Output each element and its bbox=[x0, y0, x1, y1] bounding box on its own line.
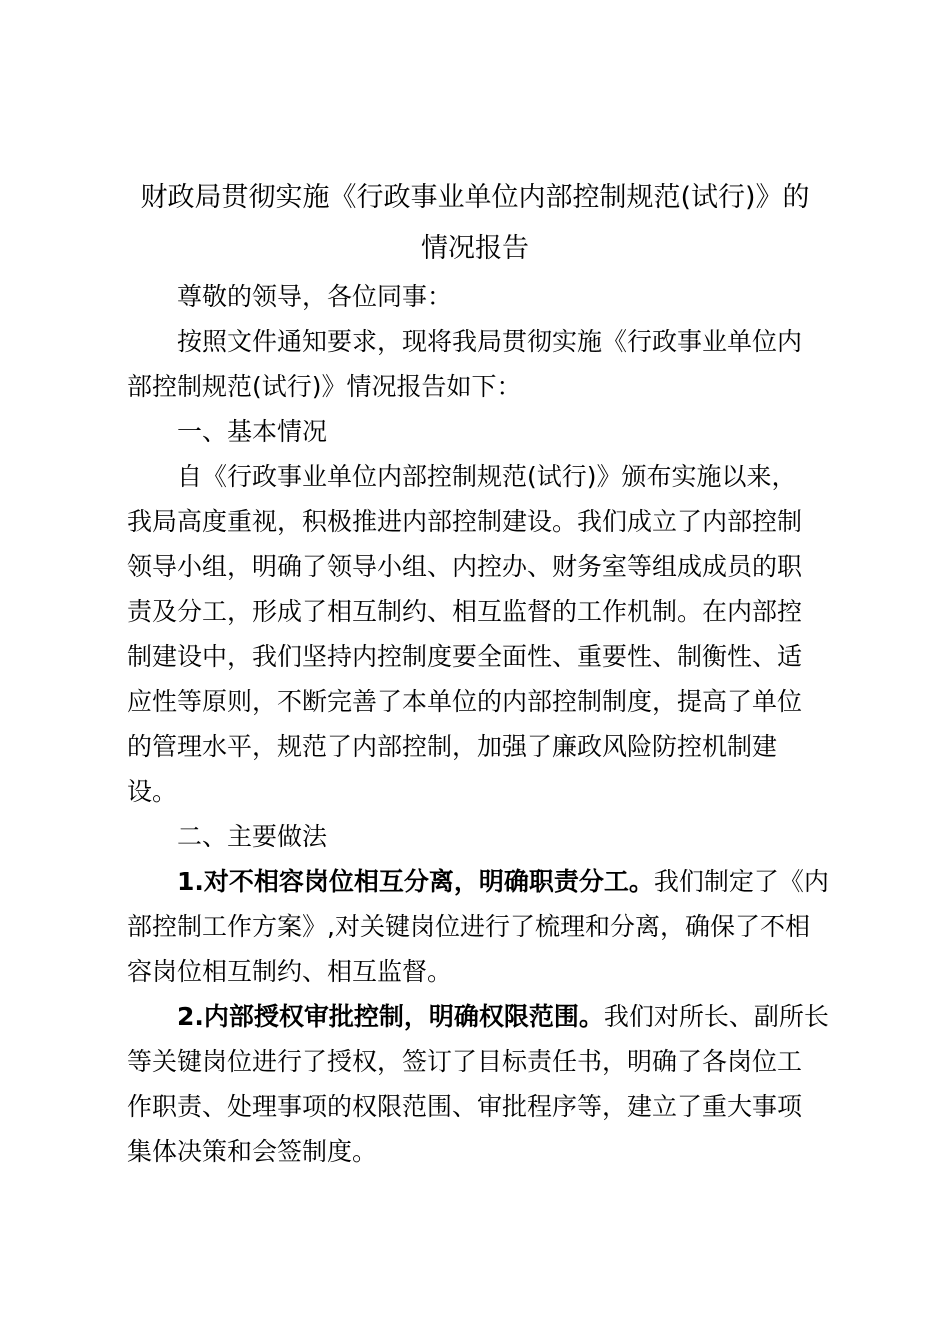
item-2-text: 我们对所长、副所长 bbox=[603, 1002, 829, 1031]
intro-line-2: 部控制规范(试行)》情况报告如下： bbox=[127, 372, 522, 401]
section-1-line-7: 的管理水平，规范了内部控制，加强了廉政风险防控机制建 bbox=[127, 732, 778, 761]
item-2-line-2: 等关键岗位进行了授权，签订了目标责任书，明确了各岗位工 bbox=[127, 1047, 803, 1076]
section-1-line-2: 我局高度重视，积极推进内部控制建设。我们成立了内部控制 bbox=[127, 507, 803, 536]
item-2-line-3: 作职责、处理事项的权限范围、审批程序等，建立了重大事项 bbox=[127, 1092, 803, 1121]
section-1-line-4: 责及分工，形成了相互制约、相互监督的工作机制。在内部控 bbox=[127, 597, 803, 626]
item-1-bold-heading: 1.对不相容岗位相互分离，明确职责分工。 bbox=[177, 867, 654, 896]
document-title-line-1: 财政局贯彻实施《行政事业单位内部控制规范(试行)》的 bbox=[140, 182, 810, 213]
item-1-line-3: 容岗位相互制约、相互监督。 bbox=[127, 957, 453, 986]
section-1-line-3: 领导小组，明确了领导小组、内控办、财务室等组成成员的职 bbox=[127, 552, 803, 581]
greeting: 尊敬的领导，各位同事： bbox=[177, 282, 453, 311]
item-1-line-2: 部控制工作方案》,对关键岗位进行了梳理和分离，确保了不相 bbox=[127, 912, 810, 941]
item-1-text: 我们制定了《内 bbox=[653, 867, 829, 896]
section-1-line-8: 设。 bbox=[127, 777, 178, 806]
intro-line-1: 按照文件通知要求，现将我局贯彻实施《行政事业单位内 bbox=[177, 327, 803, 356]
section-2-heading: 二、主要做法 bbox=[177, 822, 328, 851]
document-title-line-2: 情况报告 bbox=[421, 233, 529, 264]
item-1-line-1 bbox=[177, 867, 837, 897]
item-2-line-4: 集体决策和会签制度。 bbox=[127, 1137, 378, 1166]
section-1-line-1: 自《行政事业单位内部控制规范(试行)》颁布实施以来， bbox=[177, 462, 797, 491]
section-1-line-6: 应性等原则，不断完善了本单位的内部控制制度，提高了单位 bbox=[127, 687, 803, 716]
item-2-bold-heading: 2.内部授权审批控制，明确权限范围。 bbox=[177, 1002, 604, 1031]
section-1-line-5: 制建设中，我们坚持内控制度要全面性、重要性、制衡性、适 bbox=[127, 642, 803, 671]
section-1-heading: 一、基本情况 bbox=[177, 417, 328, 446]
item-2-line-1 bbox=[177, 1002, 837, 1032]
